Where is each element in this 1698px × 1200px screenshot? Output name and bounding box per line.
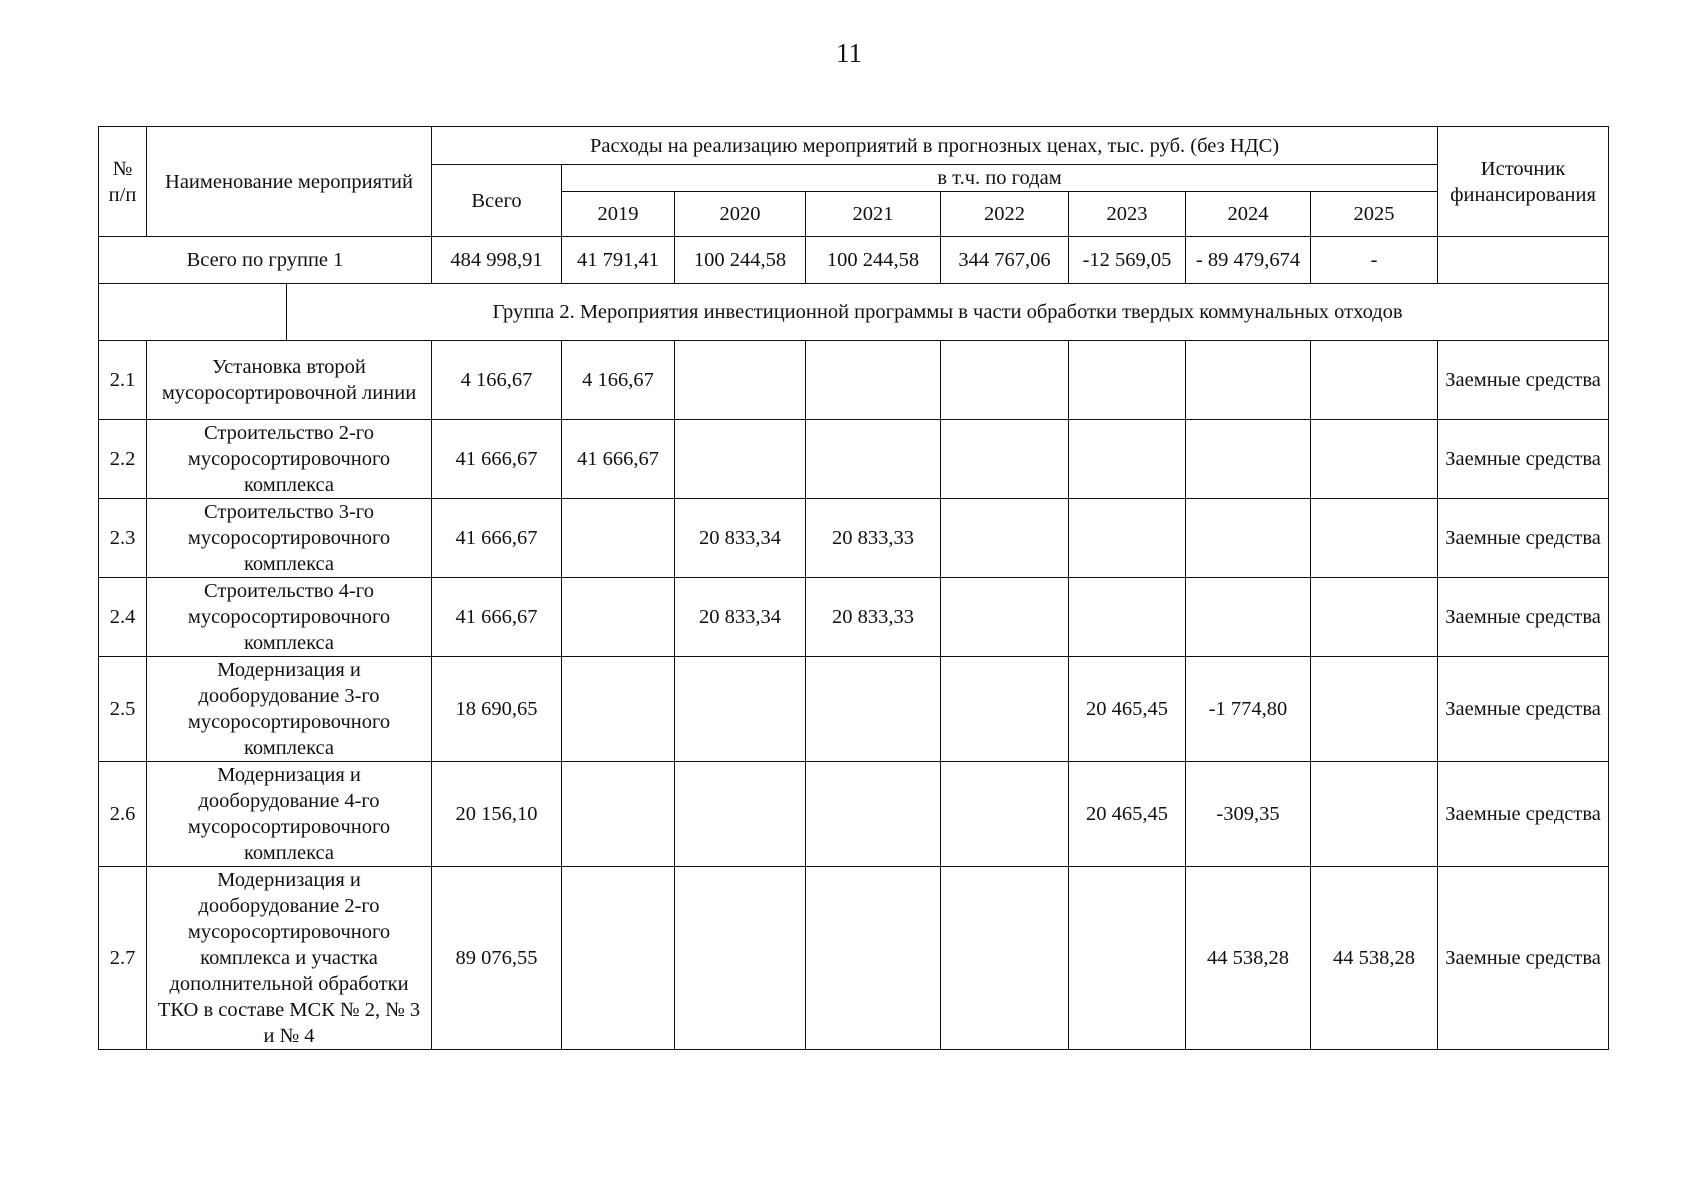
- group1-total-value: 484 998,91: [432, 237, 562, 284]
- row-year-value: [562, 867, 675, 1050]
- row-year-value: [941, 762, 1069, 867]
- row-year-value: 20 465,45: [1069, 657, 1186, 762]
- row-name: Модернизация и дооборудование 3-го мусоросортировочного комплекса: [147, 657, 432, 762]
- row-year-value: [941, 341, 1069, 420]
- header-name: Наименование мероприятий: [147, 127, 432, 237]
- row-total: 89 076,55: [432, 867, 562, 1050]
- investment-program-table: [98, 126, 1609, 1050]
- group1-total-row: [99, 237, 1609, 284]
- row-year-value: 20 465,45: [1069, 762, 1186, 867]
- header-expenses: Расходы на реализацию мероприятий в прогнозных ценах, тыс. руб. (без НДС): [432, 127, 1438, 165]
- row-year-value: [941, 578, 1069, 657]
- row-name: Строительство 2-го мусоросортировочного комплекса: [147, 420, 432, 499]
- row-year-value: [675, 762, 806, 867]
- row-number: 2.7: [99, 867, 147, 1050]
- row-year-value: [806, 867, 941, 1050]
- header-no: № п/п: [99, 127, 147, 237]
- table-row: [99, 762, 1609, 867]
- group1-year-value: -: [1311, 237, 1438, 284]
- row-year-value: 4 166,67: [562, 341, 675, 420]
- row-source: Заемные средства: [1438, 578, 1609, 657]
- row-source: Заемные средства: [1438, 341, 1609, 420]
- row-name: Строительство 3-го мусоросортировочного комплекса: [147, 499, 432, 578]
- row-year-value: [1311, 499, 1438, 578]
- row-year-value: [562, 499, 675, 578]
- group1-source: [1438, 237, 1609, 284]
- row-year-value: [1186, 420, 1311, 499]
- group1-year-value: 344 767,06: [941, 237, 1069, 284]
- row-year-value: 44 538,28: [1311, 867, 1438, 1050]
- group1-year-value: - 89 479,674: [1186, 237, 1311, 284]
- header-year: 2021: [806, 192, 941, 237]
- row-year-value: [1311, 420, 1438, 499]
- row-number: 2.5: [99, 657, 147, 762]
- row-year-value: [1069, 578, 1186, 657]
- table-row: [99, 657, 1609, 762]
- row-year-value: [941, 657, 1069, 762]
- header-year: 2024: [1186, 192, 1311, 237]
- header-total: Всего: [432, 165, 562, 237]
- row-year-value: -309,35: [1186, 762, 1311, 867]
- row-name: Строительство 4-го мусоросортировочного комплекса: [147, 578, 432, 657]
- row-number: 2.2: [99, 420, 147, 499]
- row-year-value: [806, 420, 941, 499]
- group2-rows: [99, 341, 1609, 1050]
- header-year: 2019: [562, 192, 675, 237]
- row-year-value: [562, 657, 675, 762]
- row-year-value: [941, 867, 1069, 1050]
- group1-year-value: 100 244,58: [675, 237, 806, 284]
- table-row: [99, 578, 1609, 657]
- table-row: [99, 867, 1609, 1050]
- row-year-value: [1186, 578, 1311, 657]
- row-number: 2.6: [99, 762, 147, 867]
- row-source: Заемные средства: [1438, 657, 1609, 762]
- row-year-value: [941, 499, 1069, 578]
- row-number: 2.1: [99, 341, 147, 420]
- group2-title-row: [99, 284, 1609, 341]
- header-year: 2022: [941, 192, 1069, 237]
- row-year-value: [1069, 867, 1186, 1050]
- table-header: [99, 127, 1609, 237]
- row-year-value: [1311, 762, 1438, 867]
- row-year-value: [675, 657, 806, 762]
- row-source: Заемные средства: [1438, 420, 1609, 499]
- row-year-value: [675, 341, 806, 420]
- header-source: Источник финансирования: [1438, 127, 1609, 237]
- table-row: [99, 420, 1609, 499]
- group1-year-value: 100 244,58: [806, 237, 941, 284]
- row-year-value: 20 833,34: [675, 578, 806, 657]
- group2-title: Группа 2. Мероприятия инвестиционной программы в части обработки твердых коммунальных отходов: [492, 301, 1403, 323]
- row-source: Заемные средства: [1438, 867, 1609, 1050]
- row-year-value: [1069, 341, 1186, 420]
- row-year-value: 20 833,33: [806, 578, 941, 657]
- row-year-value: [1311, 341, 1438, 420]
- row-year-value: 41 666,67: [562, 420, 675, 499]
- row-total: 4 166,67: [432, 341, 562, 420]
- table-row: [99, 341, 1609, 420]
- row-year-value: [1069, 420, 1186, 499]
- row-number: 2.3: [99, 499, 147, 578]
- row-year-value: [1311, 657, 1438, 762]
- group1-total-label: Всего по группе 1: [99, 237, 432, 284]
- row-year-value: [675, 420, 806, 499]
- row-year-value: [562, 578, 675, 657]
- row-number: 2.4: [99, 578, 147, 657]
- row-total: 41 666,67: [432, 578, 562, 657]
- row-total: 18 690,65: [432, 657, 562, 762]
- row-name: Модернизация и дооборудование 4-го мусоросортировочного комплекса: [147, 762, 432, 867]
- row-year-value: -1 774,80: [1186, 657, 1311, 762]
- group2-title-spacer: [99, 284, 287, 340]
- header-year: 2023: [1069, 192, 1186, 237]
- row-total: 20 156,10: [432, 762, 562, 867]
- row-year-value: 20 833,34: [675, 499, 806, 578]
- row-total: 41 666,67: [432, 499, 562, 578]
- group1-year-value: 41 791,41: [562, 237, 675, 284]
- row-year-value: [1186, 499, 1311, 578]
- row-year-value: [806, 341, 941, 420]
- group1-year-value: -12 569,05: [1069, 237, 1186, 284]
- row-source: Заемные средства: [1438, 762, 1609, 867]
- table-row: [99, 499, 1609, 578]
- row-total: 41 666,67: [432, 420, 562, 499]
- row-year-value: [806, 657, 941, 762]
- row-year-value: 44 538,28: [1186, 867, 1311, 1050]
- row-year-value: [675, 867, 806, 1050]
- row-year-value: [562, 762, 675, 867]
- row-year-value: [1311, 578, 1438, 657]
- header-by-years: в т.ч. по годам: [562, 165, 1438, 192]
- header-year: 2025: [1311, 192, 1438, 237]
- row-year-value: [941, 420, 1069, 499]
- header-year: 2020: [675, 192, 806, 237]
- row-year-value: [806, 762, 941, 867]
- row-year-value: 20 833,33: [806, 499, 941, 578]
- row-year-value: [1069, 499, 1186, 578]
- page-number: 11: [836, 38, 862, 68]
- row-name: Модернизация и дооборудование 2-го мусоросортировочного комплекса и участка дополнительной обработки ТКО в составе МСК № 2, № 3 и № 4: [147, 867, 432, 1050]
- row-name: Установка второй мусоросортировочной линии: [147, 341, 432, 420]
- row-year-value: [1186, 341, 1311, 420]
- row-source: Заемные средства: [1438, 499, 1609, 578]
